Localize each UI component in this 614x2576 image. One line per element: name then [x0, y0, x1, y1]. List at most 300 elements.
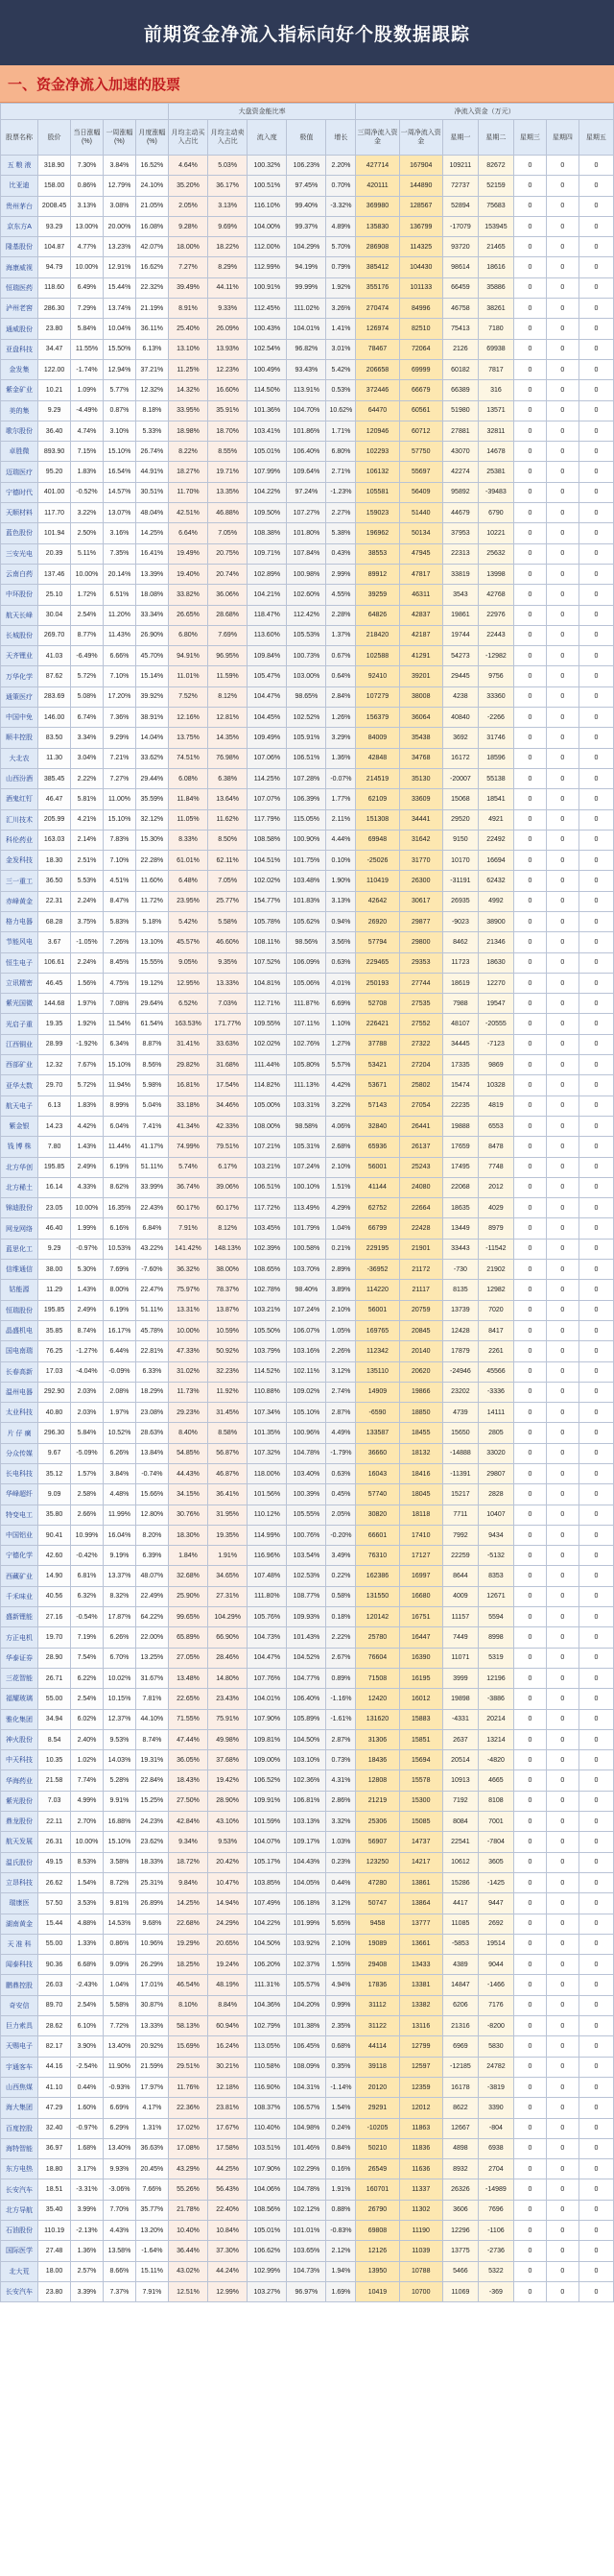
- table-cell: 0: [546, 1668, 579, 1688]
- table-cell: 0: [546, 1116, 579, 1136]
- table-cell: 4.44%: [326, 830, 356, 850]
- stock-name-cell: 蓝思化工: [1, 1239, 38, 1259]
- table-row: [1, 1689, 614, 1709]
- stock-name-cell: 鼎龙股份: [1, 1812, 38, 1832]
- table-cell: 31.41%: [168, 1034, 207, 1054]
- table-cell: 29408: [356, 1955, 399, 1975]
- stock-name-cell: 五 粮 液: [1, 156, 38, 176]
- table-cell: 5.42%: [168, 911, 207, 931]
- table-cell: 0: [546, 1709, 579, 1729]
- table-cell: -4.49%: [71, 400, 104, 421]
- table-cell: 9458: [356, 1914, 399, 1934]
- table-cell: 15085: [399, 1812, 442, 1832]
- table-cell: 107.21%: [248, 1137, 287, 1157]
- table-cell: 56001: [356, 1300, 399, 1320]
- table-cell: -24946: [442, 1361, 478, 1382]
- table-cell: 8.29%: [208, 257, 248, 277]
- table-cell: 104.22%: [248, 1914, 287, 1934]
- table-cell: -3.32%: [326, 196, 356, 216]
- table-cell: 42848: [356, 748, 399, 768]
- stock-name-cell: 卓胜微: [1, 442, 38, 462]
- table-cell: 2.71%: [326, 462, 356, 482]
- table-cell: 42.33%: [208, 1116, 248, 1136]
- table-cell: 0: [546, 830, 579, 850]
- table-cell: 20.74%: [208, 564, 248, 584]
- table-cell: 15.55%: [135, 952, 168, 973]
- table-cell: 8.45%: [103, 952, 135, 973]
- table-cell: 0: [546, 1893, 579, 1914]
- table-cell: 104.21%: [248, 585, 287, 605]
- table-row: [1, 1934, 614, 1954]
- table-cell: 4.01%: [326, 973, 356, 993]
- table-cell: 0: [579, 359, 613, 379]
- table-cell: -14888: [442, 1443, 478, 1463]
- table-cell: 118.60: [38, 277, 71, 298]
- table-row: [1, 1260, 614, 1280]
- table-cell: 16195: [399, 1668, 442, 1688]
- table-cell: 0: [579, 2118, 613, 2138]
- table-cell: 4029: [478, 1198, 513, 1218]
- table-cell: 10.47%: [208, 1872, 248, 1892]
- table-cell: 16.04%: [103, 1525, 135, 1545]
- table-cell: 0: [579, 891, 613, 911]
- table-cell: 105.62%: [287, 911, 326, 931]
- table-cell: 1.60%: [71, 2098, 104, 2118]
- table-cell: 12.32: [38, 1055, 71, 1075]
- table-cell: 0: [579, 1709, 613, 1729]
- table-cell: 95.20: [38, 462, 71, 482]
- table-cell: 28.99: [38, 1034, 71, 1054]
- table-cell: 0: [513, 1627, 546, 1648]
- table-cell: 45.70%: [135, 646, 168, 666]
- table-cell: 22.32%: [135, 277, 168, 298]
- table-cell: 18.08%: [135, 585, 168, 605]
- table-cell: 3.13%: [208, 196, 248, 216]
- table-cell: 3.39%: [71, 2281, 104, 2301]
- table-cell: 15217: [442, 1484, 478, 1505]
- table-cell: 28.46%: [208, 1648, 248, 1668]
- table-cell: 35.40: [38, 2200, 71, 2220]
- table-row: [1, 1484, 614, 1505]
- table-cell: 9.33%: [208, 299, 248, 319]
- table-cell: -3336: [478, 1382, 513, 1402]
- table-cell: 0: [546, 789, 579, 809]
- table-cell: 101.36%: [248, 400, 287, 421]
- table-cell: 27744: [399, 973, 442, 993]
- table-cell: 71.55%: [168, 1709, 207, 1729]
- table-cell: 98.65%: [287, 686, 326, 707]
- table-cell: 36.97: [38, 2138, 71, 2158]
- table-cell: 102.11%: [287, 1361, 326, 1382]
- table-cell: 109.71%: [248, 543, 287, 564]
- table-cell: 218420: [356, 625, 399, 645]
- table-cell: 0: [546, 585, 579, 605]
- table-cell: 15650: [442, 1423, 478, 1443]
- table-cell: 15.50%: [103, 339, 135, 359]
- table-cell: 0: [579, 1423, 613, 1443]
- table-cell: 18.70%: [208, 421, 248, 441]
- table-cell: 318.90: [38, 156, 71, 176]
- table-cell: 57740: [356, 1484, 399, 1505]
- table-row: [1, 646, 614, 666]
- table-cell: -10205: [356, 2118, 399, 2138]
- table-cell: 26.74%: [135, 442, 168, 462]
- table-cell: 108.00%: [248, 1116, 287, 1136]
- table-cell: 55.00: [38, 1689, 71, 1709]
- table-cell: 0: [546, 911, 579, 931]
- table-cell: 62109: [356, 789, 399, 809]
- table-row: [1, 2281, 614, 2301]
- table-cell: 60561: [399, 400, 442, 421]
- table-cell: 100.58%: [287, 1239, 326, 1259]
- table-cell: 15578: [399, 1770, 442, 1791]
- table-cell: -1.27%: [71, 1341, 104, 1361]
- table-cell: 2.68%: [326, 1137, 356, 1157]
- table-cell: 7.03%: [208, 994, 248, 1014]
- table-cell: 4.94%: [326, 1975, 356, 1995]
- table-cell: 0: [513, 1382, 546, 1402]
- stock-name-cell: 中国中免: [1, 708, 38, 728]
- table-cell: 0: [546, 299, 579, 319]
- table-cell: 0: [579, 1095, 613, 1116]
- table-cell: 46311: [399, 585, 442, 605]
- table-row: [1, 851, 614, 871]
- table-cell: 0: [579, 2281, 613, 2301]
- table-cell: 13.07%: [103, 503, 135, 523]
- table-cell: 106.61: [38, 952, 71, 973]
- stock-name-cell: 盛新锂能: [1, 1607, 38, 1627]
- table-cell: 102.78%: [248, 1280, 287, 1300]
- table-cell: 25.10: [38, 585, 71, 605]
- table-cell: 13.33%: [208, 973, 248, 993]
- table-cell: 19089: [356, 1934, 399, 1954]
- table-cell: 1.91%: [326, 2179, 356, 2200]
- table-cell: 106.20%: [248, 1955, 287, 1975]
- table-row: [1, 1566, 614, 1586]
- table-cell: 0: [546, 973, 579, 993]
- table-cell: 12.23%: [208, 359, 248, 379]
- table-cell: -12982: [478, 646, 513, 666]
- table-cell: 0.18%: [326, 1607, 356, 1627]
- stock-name-cell: 海康威视: [1, 257, 38, 277]
- stock-name-cell: 天齐锂业: [1, 646, 38, 666]
- table-cell: 46.47: [38, 789, 71, 809]
- table-cell: 72737: [442, 176, 478, 196]
- table-cell: 0: [513, 1320, 546, 1340]
- table-cell: 0: [513, 994, 546, 1014]
- table-cell: 0: [546, 176, 579, 196]
- table-cell: 13571: [478, 400, 513, 421]
- table-cell: 107.49%: [248, 1893, 287, 1914]
- table-cell: 109.64%: [287, 462, 326, 482]
- table-cell: 0: [579, 421, 613, 441]
- table-cell: -5853: [442, 1934, 478, 1954]
- table-cell: 117.79%: [248, 809, 287, 830]
- table-cell: 25780: [356, 1627, 399, 1648]
- table-cell: 16178: [442, 2077, 478, 2097]
- table-cell: 0: [546, 1341, 579, 1361]
- table-cell: 44.25%: [208, 2159, 248, 2179]
- table-cell: 1.99%: [71, 1218, 104, 1239]
- table-cell: 0: [579, 2159, 613, 2179]
- table-cell: 10170: [442, 851, 478, 871]
- table-cell: 0: [579, 1198, 613, 1218]
- table-cell: 0.16%: [326, 2159, 356, 2179]
- table-cell: 102.89%: [248, 564, 287, 584]
- table-cell: 0: [579, 1260, 613, 1280]
- table-cell: 22541: [442, 1832, 478, 1852]
- table-cell: 0: [513, 646, 546, 666]
- table-cell: 66389: [442, 380, 478, 400]
- table-cell: 19744: [442, 625, 478, 645]
- table-cell: 8.54: [38, 1729, 71, 1749]
- table-cell: 15.69%: [168, 2036, 207, 2057]
- table-cell: 109.17%: [287, 1832, 326, 1852]
- table-cell: 0: [579, 299, 613, 319]
- table-cell: 16.17%: [103, 1320, 135, 1340]
- table-cell: 369980: [356, 196, 399, 216]
- table-cell: 117.72%: [248, 1198, 287, 1218]
- table-cell: 40.80: [38, 1403, 71, 1423]
- table-cell: 1.69%: [326, 2281, 356, 2301]
- table-cell: 3.01%: [326, 339, 356, 359]
- table-cell: 36.17%: [208, 176, 248, 196]
- table-cell: 11.73%: [168, 1382, 207, 1402]
- table-cell: 83.50: [38, 728, 71, 748]
- table-cell: 17.01%: [135, 1975, 168, 1995]
- table-cell: 2637: [442, 1729, 478, 1749]
- table-cell: 19.71%: [208, 462, 248, 482]
- table-row: [1, 1464, 614, 1484]
- table-cell: 0: [579, 585, 613, 605]
- table-cell: 8108: [478, 1791, 513, 1811]
- table-cell: 52708: [356, 994, 399, 1014]
- table-cell: 6.81%: [71, 1566, 104, 1586]
- table-cell: 7.66%: [135, 2179, 168, 2200]
- table-cell: 66.90%: [208, 1627, 248, 1648]
- table-row: [1, 973, 614, 993]
- table-cell: 66601: [356, 1525, 399, 1545]
- table-cell: 0: [546, 503, 579, 523]
- table-cell: 18.43%: [168, 1770, 207, 1791]
- table-cell: 13.37%: [103, 1566, 135, 1586]
- table-cell: 6.38%: [208, 768, 248, 788]
- stock-name-cell: 山西汾酒: [1, 768, 38, 788]
- table-cell: 0: [546, 359, 579, 379]
- table-cell: 144890: [399, 176, 442, 196]
- table-row: [1, 442, 614, 462]
- table-cell: 0: [579, 1403, 613, 1423]
- table-cell: 0: [513, 605, 546, 625]
- table-cell: 28.62: [38, 2016, 71, 2036]
- table-cell: 0: [546, 237, 579, 257]
- table-cell: 109.93%: [287, 1607, 326, 1627]
- table-cell: 0: [579, 176, 613, 196]
- table-cell: -3819: [478, 2077, 513, 2097]
- table-cell: 8084: [442, 1812, 478, 1832]
- table-cell: 101.35%: [248, 1423, 287, 1443]
- table-cell: 4.43%: [103, 2220, 135, 2240]
- table-cell: 0: [513, 156, 546, 176]
- table-row: [1, 380, 614, 400]
- table-cell: 2.10%: [326, 1934, 356, 1954]
- table-cell: 101.99%: [287, 1914, 326, 1934]
- table-cell: -4.04%: [71, 1361, 104, 1382]
- table-cell: 25.77%: [208, 891, 248, 911]
- table-cell: 6.13: [38, 1095, 71, 1116]
- stock-name-cell: 美的集: [1, 400, 38, 421]
- table-cell: 6.51%: [103, 585, 135, 605]
- stock-name-cell: 湖南黄金: [1, 1914, 38, 1934]
- table-row: [1, 2159, 614, 2179]
- table-cell: 0: [513, 1955, 546, 1975]
- table-cell: 50747: [356, 1893, 399, 1914]
- table-cell: 2.51%: [71, 851, 104, 871]
- table-cell: 106.40%: [287, 1689, 326, 1709]
- stock-name-cell: 天顺材料: [1, 503, 38, 523]
- table-row: [1, 1709, 614, 1729]
- table-cell: -0.93%: [103, 2077, 135, 2097]
- table-cell: 7020: [478, 1300, 513, 1320]
- table-cell: 13.33%: [135, 2016, 168, 2036]
- table-cell: 37788: [356, 1034, 399, 1054]
- table-cell: 107.24%: [287, 1157, 326, 1177]
- table-cell: 20.92%: [135, 2036, 168, 2057]
- table-cell: 27.16: [38, 1607, 71, 1627]
- table-cell: 0: [513, 1729, 546, 1749]
- stock-name-cell: 赤峰黄金: [1, 891, 38, 911]
- table-row: [1, 666, 614, 686]
- table-cell: 1.02%: [71, 1750, 104, 1770]
- table-cell: 1.92%: [326, 277, 356, 298]
- stock-name-cell: 特变电工: [1, 1505, 38, 1525]
- table-row: [1, 1157, 614, 1177]
- table-cell: 0: [546, 1934, 579, 1954]
- table-cell: 4.88%: [71, 1914, 104, 1934]
- table-cell: 4.31%: [326, 1770, 356, 1791]
- table-row: [1, 1791, 614, 1811]
- table-cell: 21219: [356, 1791, 399, 1811]
- table-cell: 54.85%: [168, 1443, 207, 1463]
- table-row: [1, 1095, 614, 1116]
- table-cell: 13.10%: [168, 339, 207, 359]
- table-cell: -3886: [478, 1689, 513, 1709]
- table-cell: 29807: [478, 1464, 513, 1484]
- table-cell: 0: [513, 1505, 546, 1525]
- table-cell: -7804: [478, 1832, 513, 1852]
- table-cell: 12.95%: [168, 973, 207, 993]
- table-cell: 8.33%: [168, 830, 207, 850]
- table-cell: 2.03%: [71, 1403, 104, 1423]
- table-cell: 36.32%: [168, 1260, 207, 1280]
- table-cell: 35.20%: [168, 176, 207, 196]
- table-cell: 0: [513, 1403, 546, 1423]
- table-cell: 7.15%: [71, 442, 104, 462]
- table-cell: 7.54%: [71, 1648, 104, 1668]
- stock-name-cell: 金发科技: [1, 851, 38, 871]
- stock-name-cell: 比亚迪: [1, 176, 38, 196]
- table-cell: 122.00: [38, 359, 71, 379]
- table-cell: 0: [513, 2098, 546, 2118]
- table-cell: 14111: [478, 1403, 513, 1423]
- table-cell: 2.12%: [326, 2241, 356, 2261]
- table-cell: 2.57%: [71, 2261, 104, 2281]
- table-row: [1, 319, 614, 339]
- stock-name-cell: 长城股份: [1, 625, 38, 645]
- table-cell: 14.25%: [168, 1893, 207, 1914]
- table-cell: 102293: [356, 442, 399, 462]
- table-cell: 0: [513, 1832, 546, 1852]
- table-cell: 34441: [399, 809, 442, 830]
- table-cell: 14.23: [38, 1116, 71, 1136]
- table-cell: -1106: [478, 2220, 513, 2240]
- table-cell: 2.05%: [168, 196, 207, 216]
- table-cell: 0: [579, 1464, 613, 1484]
- table-cell: 0.44%: [326, 1872, 356, 1892]
- table-row: [1, 809, 614, 830]
- table-cell: 102.99%: [248, 2261, 287, 2281]
- table-cell: 0: [579, 973, 613, 993]
- stock-name-cell: 汇川技术: [1, 809, 38, 830]
- table-cell: 107.32%: [248, 1443, 287, 1463]
- table-cell: 34.47: [38, 339, 71, 359]
- table-cell: 0: [579, 2077, 613, 2097]
- table-cell: 0: [579, 1955, 613, 1975]
- table-cell: -1.74%: [71, 359, 104, 379]
- table-cell: 0: [513, 1300, 546, 1320]
- table-cell: 16751: [399, 1607, 442, 1627]
- table-cell: 0: [579, 257, 613, 277]
- table-cell: 229465: [356, 952, 399, 973]
- table-cell: 24.10%: [135, 176, 168, 196]
- table-cell: 104.78%: [287, 2179, 326, 2200]
- table-cell: 42.60: [38, 1546, 71, 1566]
- table-row: [1, 2200, 614, 2220]
- table-cell: 0: [579, 2057, 613, 2077]
- table-cell: 5.03%: [208, 156, 248, 176]
- table-cell: -6.49%: [71, 646, 104, 666]
- table-cell: 0: [579, 216, 613, 236]
- table-cell: 0: [546, 2241, 579, 2261]
- table-cell: 22068: [442, 1177, 478, 1197]
- table-row: [1, 1443, 614, 1463]
- table-cell: 78467: [356, 339, 399, 359]
- table-cell: 5.30%: [71, 1260, 104, 1280]
- table-cell: 25243: [399, 1157, 442, 1177]
- table-cell: 7.27%: [168, 257, 207, 277]
- table-cell: 2261: [478, 1341, 513, 1361]
- table-cell: -0.52%: [71, 482, 104, 502]
- table-row: [1, 1280, 614, 1300]
- stock-name-cell: 顺丰控股: [1, 728, 38, 748]
- table-cell: 3.84%: [103, 1464, 135, 1484]
- table-row: [1, 1627, 614, 1648]
- table-cell: 37.30%: [208, 2241, 248, 2261]
- column-header: 星期四: [546, 120, 579, 156]
- table-cell: 64.22%: [135, 1607, 168, 1627]
- table-cell: 0: [579, 2261, 613, 2281]
- table-cell: 75413: [442, 319, 478, 339]
- table-cell: 20214: [478, 1709, 513, 1729]
- table-cell: 0: [546, 2159, 579, 2179]
- table-cell: 3.26%: [326, 299, 356, 319]
- table-cell: 27535: [399, 994, 442, 1014]
- table-cell: 99.40%: [287, 196, 326, 216]
- table-cell: 0: [546, 1689, 579, 1709]
- table-cell: -8200: [478, 2016, 513, 2036]
- table-cell: 2.08%: [103, 1382, 135, 1402]
- table-cell: 8.72%: [103, 1872, 135, 1892]
